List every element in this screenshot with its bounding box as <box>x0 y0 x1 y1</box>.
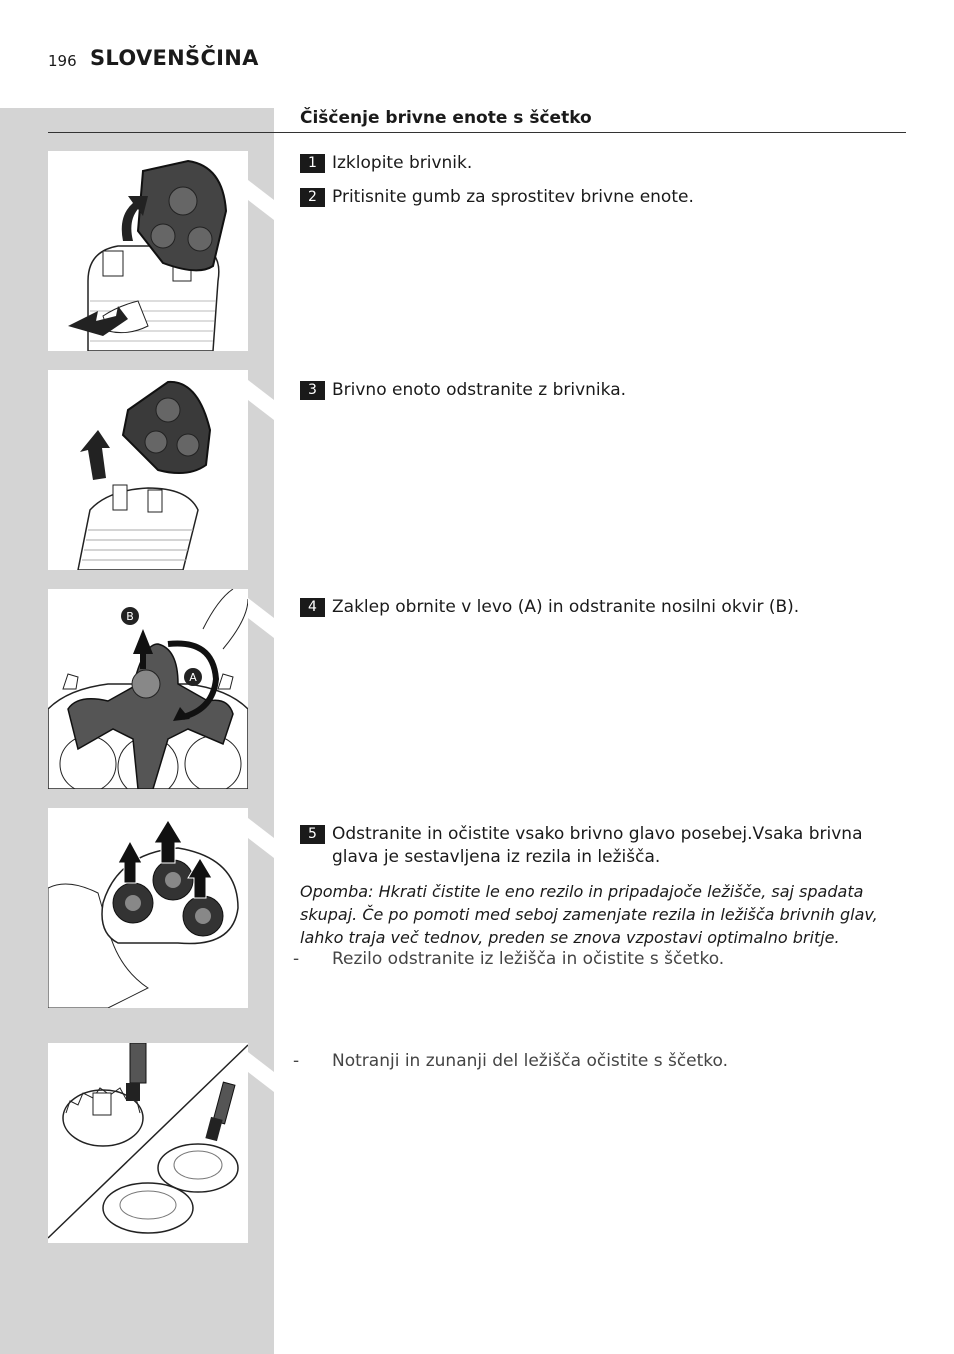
bullet-text: Rezilo odstranite iz ležišča in očistite s ščetko. <box>332 949 725 969</box>
bullet-dash: - <box>293 1051 300 1071</box>
section-divider <box>48 132 906 133</box>
step-number: 3 <box>300 381 325 400</box>
bullet-dash: - <box>293 949 300 969</box>
figure-pointer <box>248 380 274 420</box>
figure-pointer <box>248 1052 274 1092</box>
figure-shaving-heads <box>48 808 248 1008</box>
step-text: Zaklep obrnite v levo (A) in odstranite nosilni okvir (B). <box>332 597 800 617</box>
figure-remove-unit <box>48 370 248 570</box>
page-title: SLOVENŠČINA <box>90 46 259 70</box>
section-title: Čiščenje brivne enote s ščetko <box>300 108 592 128</box>
step-text: Brivno enoto odstranite z brivnika. <box>332 380 627 400</box>
bullet-text: Notranji in zunanji del ležišča očistite s ščetko. <box>332 1051 729 1071</box>
figure-pointer <box>248 598 274 638</box>
step-number: 2 <box>300 188 325 207</box>
step-number: 5 <box>300 825 325 844</box>
step-text: Pritisnite gumb za sprostitev brivne enote. <box>332 187 694 207</box>
figure-pointer <box>248 180 274 220</box>
page-number: 196 <box>48 52 77 70</box>
label-b: B <box>126 610 134 623</box>
figure-pointer <box>248 818 274 858</box>
note-text: Opomba: Hkrati čistite le eno rezilo in pripadajoče ležišče, saj spadata skupaj. Če po pomoti med seboj zamenjate rezila in ležišča brivnih glav, lahko traja več tednov, preden se znova vzpostavi optimalno britje. <box>300 882 878 947</box>
step-text: Odstranite in očistite vsako brivno glavo posebej.Vsaka brivna glava je sestavljena iz rezila in ležišča. <box>332 824 863 867</box>
figure-cleaning <box>48 1043 248 1243</box>
label-a: A <box>189 671 197 684</box>
step-number: 1 <box>300 154 325 173</box>
figure-release-button <box>48 151 248 351</box>
step-number: 4 <box>300 598 325 617</box>
figure-retaining-frame <box>48 589 248 789</box>
step-text: Izklopite brivnik. <box>332 153 473 173</box>
